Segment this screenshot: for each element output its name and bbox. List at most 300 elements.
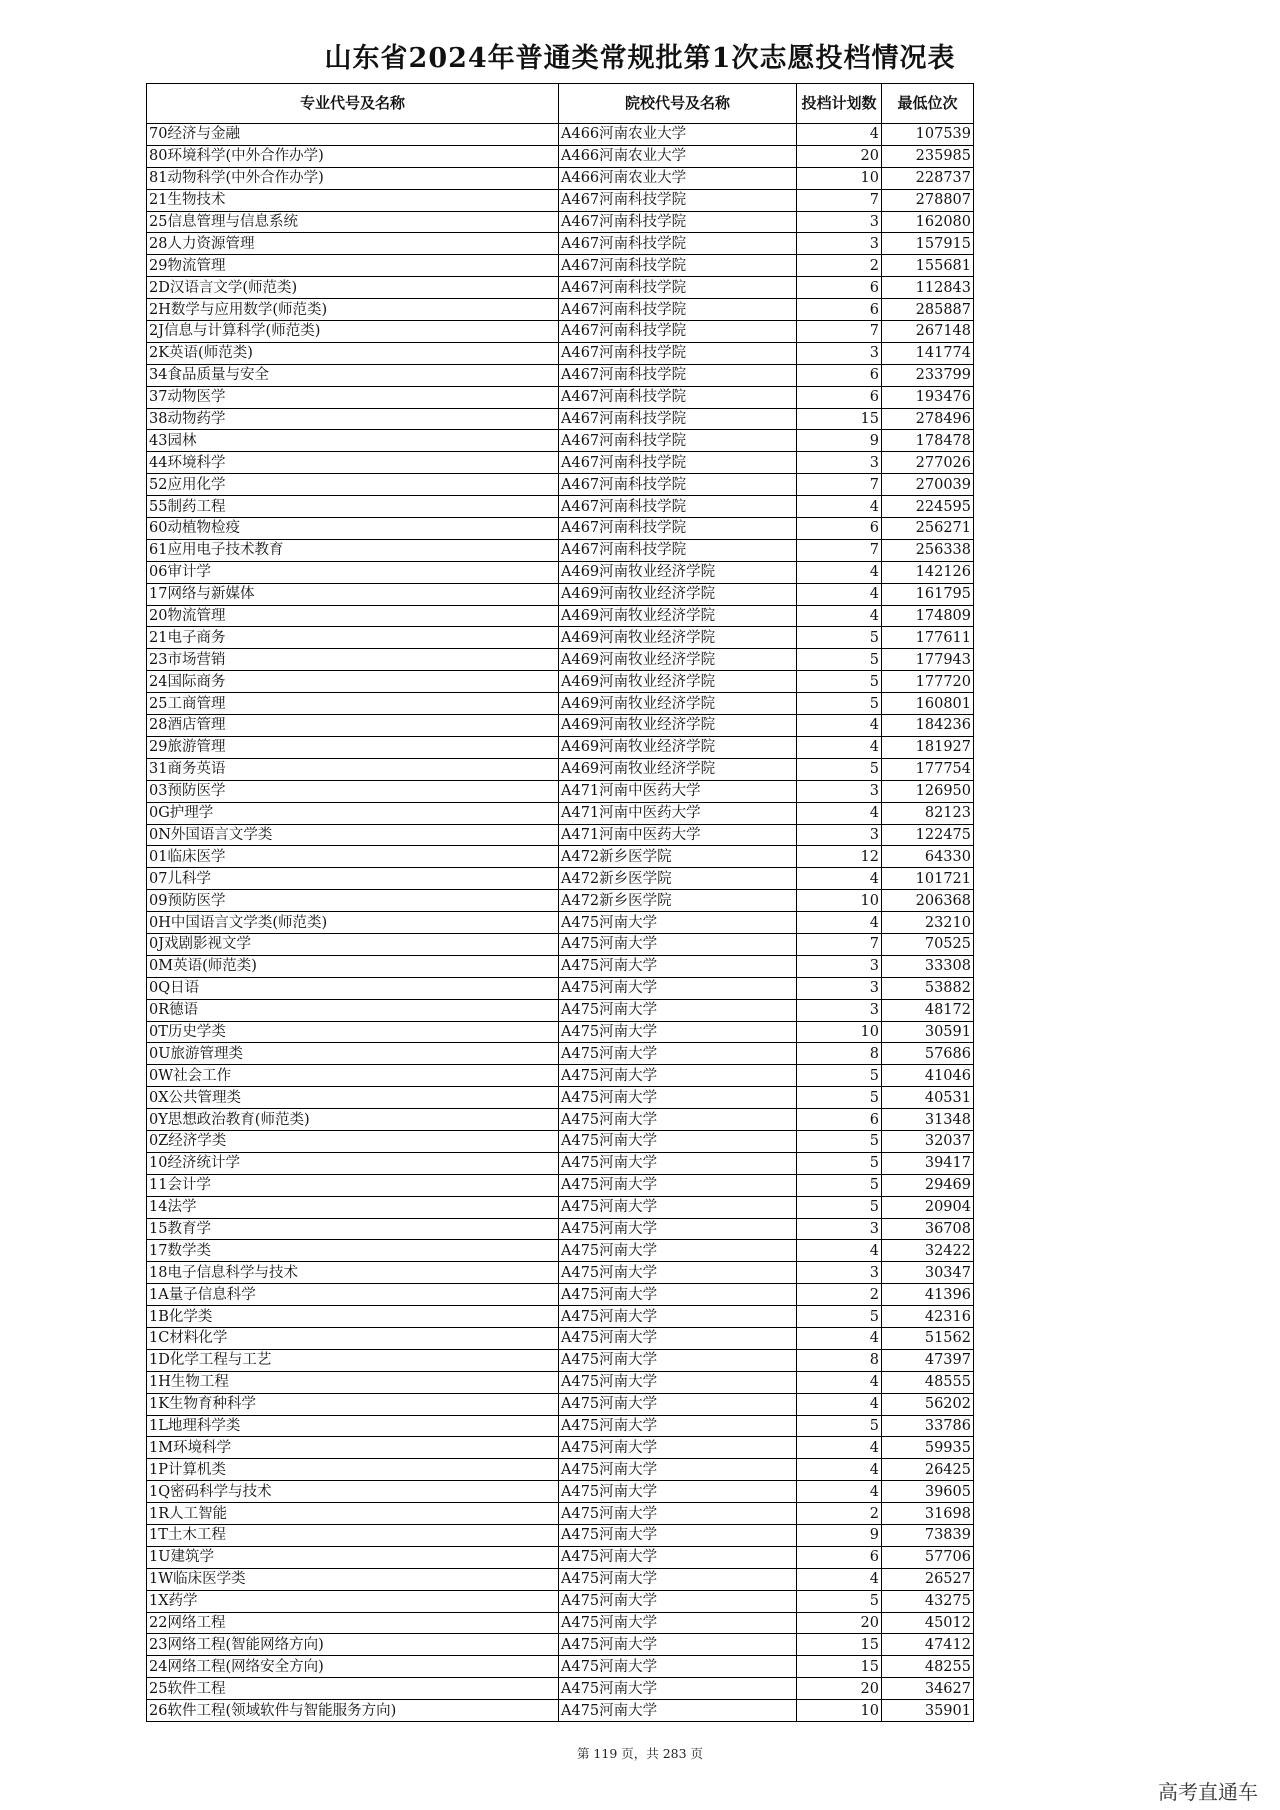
cell-school: A469河南牧业经济学院 <box>559 736 797 758</box>
cell-major: 1Q密码科学与技术 <box>147 1481 559 1503</box>
cell-major: 01临床医学 <box>147 846 559 868</box>
cell-min-rank: 33308 <box>882 955 974 977</box>
cell-school: A475河南大学 <box>559 1021 797 1043</box>
cell-school: A467河南科技学院 <box>559 518 797 540</box>
cell-plan: 6 <box>797 299 882 321</box>
page-title: 山东省2024年普通类常规批第1次志愿投档情况表 <box>324 43 956 74</box>
cell-school: A475河南大学 <box>559 1240 797 1262</box>
table-row <box>147 474 974 496</box>
header-school: 院校代号及名称 <box>559 84 797 124</box>
cell-major: 1C材料化学 <box>147 1327 559 1349</box>
cell-school: A471河南中医药大学 <box>559 780 797 802</box>
cell-plan: 4 <box>797 1240 882 1262</box>
cell-school: A475河南大学 <box>559 1634 797 1656</box>
cell-school: A475河南大学 <box>559 1349 797 1371</box>
cell-school: A471河南中医药大学 <box>559 824 797 846</box>
cell-min-rank: 235985 <box>882 145 974 167</box>
cell-plan: 5 <box>797 1152 882 1174</box>
table-row <box>147 321 974 343</box>
cell-min-rank: 177943 <box>882 649 974 671</box>
table-row <box>147 1525 974 1547</box>
table-row <box>147 933 974 955</box>
cell-min-rank: 178478 <box>882 430 974 452</box>
cell-school: A467河南科技学院 <box>559 277 797 299</box>
cell-min-rank: 278496 <box>882 408 974 430</box>
cell-plan: 6 <box>797 364 882 386</box>
cell-school: A467河南科技学院 <box>559 496 797 518</box>
cell-min-rank: 48172 <box>882 999 974 1021</box>
table-row <box>147 299 974 321</box>
cell-major: 1L地理科学类 <box>147 1415 559 1437</box>
cell-school: A475河南大学 <box>559 977 797 999</box>
cell-school: A469河南牧业经济学院 <box>559 649 797 671</box>
cell-plan: 10 <box>797 890 882 912</box>
cell-min-rank: 42316 <box>882 1306 974 1328</box>
cell-plan: 20 <box>797 1612 882 1634</box>
cell-school: A469河南牧业经济学院 <box>559 627 797 649</box>
cell-major: 14法学 <box>147 1196 559 1218</box>
table-row <box>147 977 974 999</box>
table-row <box>147 868 974 890</box>
cell-major: 81动物科学(中外合作办学) <box>147 167 559 189</box>
cell-school: A475河南大学 <box>559 1262 797 1284</box>
cell-plan: 4 <box>797 736 882 758</box>
table-row <box>147 1152 974 1174</box>
cell-plan: 5 <box>797 1415 882 1437</box>
cell-min-rank: 53882 <box>882 977 974 999</box>
cell-school: A475河南大学 <box>559 1327 797 1349</box>
cell-major: 0Z经济学类 <box>147 1130 559 1152</box>
table-row <box>147 124 974 146</box>
cell-school: A475河南大学 <box>559 955 797 977</box>
table-row <box>147 955 974 977</box>
table-header <box>147 84 974 124</box>
cell-school: A475河南大学 <box>559 1437 797 1459</box>
cell-major: 0J戏剧影视文学 <box>147 933 559 955</box>
cell-min-rank: 64330 <box>882 846 974 868</box>
cell-school: A475河南大学 <box>559 1065 797 1087</box>
cell-min-rank: 206368 <box>882 890 974 912</box>
table-row <box>147 211 974 233</box>
cell-plan: 5 <box>797 1130 882 1152</box>
cell-major: 52应用化学 <box>147 474 559 496</box>
cell-school: A467河南科技学院 <box>559 211 797 233</box>
cell-major: 20物流管理 <box>147 605 559 627</box>
cell-major: 15教育学 <box>147 1218 559 1240</box>
cell-min-rank: 161795 <box>882 583 974 605</box>
cell-plan: 4 <box>797 561 882 583</box>
cell-plan: 4 <box>797 1568 882 1590</box>
table-row <box>147 758 974 780</box>
table-row <box>147 342 974 364</box>
cell-plan: 3 <box>797 1218 882 1240</box>
cell-min-rank: 20904 <box>882 1196 974 1218</box>
cell-school: A475河南大学 <box>559 933 797 955</box>
cell-major: 0U旅游管理类 <box>147 1043 559 1065</box>
cell-min-rank: 141774 <box>882 342 974 364</box>
cell-school: A475河南大学 <box>559 1218 797 1240</box>
cell-plan: 4 <box>797 1481 882 1503</box>
cell-plan: 15 <box>797 1656 882 1678</box>
cell-min-rank: 59935 <box>882 1437 974 1459</box>
cell-plan: 3 <box>797 342 882 364</box>
cell-school: A466河南农业大学 <box>559 167 797 189</box>
cell-school: A469河南牧业经济学院 <box>559 605 797 627</box>
cell-school: A475河南大学 <box>559 1196 797 1218</box>
cell-school: A475河南大学 <box>559 1656 797 1678</box>
cell-min-rank: 43275 <box>882 1590 974 1612</box>
cell-major: 2K英语(师范类) <box>147 342 559 364</box>
table-row <box>147 255 974 277</box>
cell-school: A475河南大学 <box>559 1393 797 1415</box>
table-row <box>147 1130 974 1152</box>
cell-school: A475河南大学 <box>559 1546 797 1568</box>
table-row <box>147 1327 974 1349</box>
cell-school: A472新乡医学院 <box>559 846 797 868</box>
cell-major: 22网络工程 <box>147 1612 559 1634</box>
cell-plan: 5 <box>797 1174 882 1196</box>
cell-min-rank: 233799 <box>882 364 974 386</box>
cell-major: 23市场营销 <box>147 649 559 671</box>
table-row <box>147 561 974 583</box>
cell-plan: 3 <box>797 999 882 1021</box>
cell-min-rank: 39417 <box>882 1152 974 1174</box>
cell-min-rank: 35901 <box>882 1700 974 1722</box>
cell-plan: 2 <box>797 1503 882 1525</box>
cell-school: A467河南科技学院 <box>559 386 797 408</box>
table-row <box>147 1634 974 1656</box>
cell-school: A475河南大学 <box>559 1503 797 1525</box>
cell-plan: 4 <box>797 1437 882 1459</box>
cell-min-rank: 126950 <box>882 780 974 802</box>
cell-plan: 3 <box>797 452 882 474</box>
table-row <box>147 999 974 1021</box>
cell-plan: 4 <box>797 868 882 890</box>
cell-major: 34食品质量与安全 <box>147 364 559 386</box>
cell-school: A475河南大学 <box>559 1459 797 1481</box>
table-row <box>147 605 974 627</box>
cell-school: A467河南科技学院 <box>559 255 797 277</box>
table-row <box>147 386 974 408</box>
header-min-rank: 最低位次 <box>882 84 974 124</box>
cell-plan: 4 <box>797 124 882 146</box>
cell-school: A469河南牧业经济学院 <box>559 671 797 693</box>
cell-school: A467河南科技学院 <box>559 430 797 452</box>
cell-major: 1K生物育种科学 <box>147 1393 559 1415</box>
cell-plan: 6 <box>797 518 882 540</box>
cell-min-rank: 101721 <box>882 868 974 890</box>
cell-major: 0H中国语言文学类(师范类) <box>147 912 559 934</box>
cell-plan: 7 <box>797 539 882 561</box>
cell-plan: 4 <box>797 1393 882 1415</box>
cell-major: 2D汉语言文学(师范类) <box>147 277 559 299</box>
cell-plan: 5 <box>797 671 882 693</box>
cell-major: 28人力资源管理 <box>147 233 559 255</box>
table-row <box>147 1590 974 1612</box>
cell-major: 07儿科学 <box>147 868 559 890</box>
table-row <box>147 1415 974 1437</box>
cell-plan: 8 <box>797 1349 882 1371</box>
cell-min-rank: 278807 <box>882 189 974 211</box>
cell-min-rank: 57686 <box>882 1043 974 1065</box>
cell-min-rank: 256338 <box>882 539 974 561</box>
cell-plan: 3 <box>797 1262 882 1284</box>
cell-plan: 20 <box>797 1678 882 1700</box>
header-plan: 投档计划数 <box>797 84 882 124</box>
cell-plan: 3 <box>797 233 882 255</box>
cell-major: 1B化学类 <box>147 1306 559 1328</box>
cell-major: 37动物医学 <box>147 386 559 408</box>
cell-school: A466河南农业大学 <box>559 145 797 167</box>
cell-major: 1H生物工程 <box>147 1371 559 1393</box>
cell-plan: 20 <box>797 145 882 167</box>
cell-school: A475河南大学 <box>559 999 797 1021</box>
cell-plan: 10 <box>797 1700 882 1722</box>
cell-min-rank: 277026 <box>882 452 974 474</box>
cell-school: A469河南牧业经济学院 <box>559 693 797 715</box>
cell-plan: 8 <box>797 1043 882 1065</box>
cell-major: 29旅游管理 <box>147 736 559 758</box>
table-row <box>147 1612 974 1634</box>
table-row <box>147 1459 974 1481</box>
table-row <box>147 736 974 758</box>
cell-min-rank: 56202 <box>882 1393 974 1415</box>
cell-school: A467河南科技学院 <box>559 474 797 496</box>
cell-school: A475河南大学 <box>559 1371 797 1393</box>
cell-plan: 10 <box>797 1021 882 1043</box>
cell-min-rank: 30347 <box>882 1262 974 1284</box>
cell-min-rank: 26527 <box>882 1568 974 1590</box>
cell-school: A471河南中医药大学 <box>559 802 797 824</box>
cell-min-rank: 155681 <box>882 255 974 277</box>
cell-plan: 15 <box>797 1634 882 1656</box>
cell-major: 0M英语(师范类) <box>147 955 559 977</box>
cell-min-rank: 184236 <box>882 715 974 737</box>
cell-min-rank: 23210 <box>882 912 974 934</box>
cell-school: A469河南牧业经济学院 <box>559 561 797 583</box>
table-row <box>147 627 974 649</box>
cell-plan: 6 <box>797 386 882 408</box>
cell-school: A475河南大学 <box>559 1525 797 1547</box>
cell-min-rank: 224595 <box>882 496 974 518</box>
cell-min-rank: 193476 <box>882 386 974 408</box>
cell-school: A472新乡医学院 <box>559 890 797 912</box>
cell-min-rank: 162080 <box>882 211 974 233</box>
cell-plan: 2 <box>797 255 882 277</box>
table-row <box>147 1284 974 1306</box>
cell-school: A475河南大学 <box>559 1152 797 1174</box>
cell-major: 1D化学工程与工艺 <box>147 1349 559 1371</box>
cell-plan: 6 <box>797 1109 882 1131</box>
cell-min-rank: 107539 <box>882 124 974 146</box>
admission-table <box>146 83 974 1722</box>
cell-school: A475河南大学 <box>559 1087 797 1109</box>
cell-school: A475河南大学 <box>559 1415 797 1437</box>
cell-min-rank: 26425 <box>882 1459 974 1481</box>
cell-min-rank: 30591 <box>882 1021 974 1043</box>
table-row <box>147 1218 974 1240</box>
cell-major: 0W社会工作 <box>147 1065 559 1087</box>
cell-major: 25工商管理 <box>147 693 559 715</box>
cell-min-rank: 70525 <box>882 933 974 955</box>
table-row <box>147 1546 974 1568</box>
table-row <box>147 1656 974 1678</box>
cell-school: A475河南大学 <box>559 1043 797 1065</box>
cell-major: 21电子商务 <box>147 627 559 649</box>
cell-min-rank: 285887 <box>882 299 974 321</box>
cell-min-rank: 33786 <box>882 1415 974 1437</box>
cell-plan: 5 <box>797 649 882 671</box>
table-row <box>147 846 974 868</box>
table-body <box>147 124 974 1722</box>
cell-major: 06审计学 <box>147 561 559 583</box>
cell-plan: 5 <box>797 1065 882 1087</box>
cell-school: A475河南大学 <box>559 1590 797 1612</box>
cell-major: 2J信息与计算科学(师范类) <box>147 321 559 343</box>
cell-school: A475河南大学 <box>559 1612 797 1634</box>
cell-plan: 4 <box>797 1327 882 1349</box>
table-row <box>147 1043 974 1065</box>
cell-school: A467河南科技学院 <box>559 189 797 211</box>
cell-min-rank: 112843 <box>882 277 974 299</box>
table-row <box>147 693 974 715</box>
cell-plan: 4 <box>797 912 882 934</box>
cell-major: 1W临床医学类 <box>147 1568 559 1590</box>
cell-plan: 5 <box>797 1087 882 1109</box>
cell-plan: 9 <box>797 1525 882 1547</box>
cell-school: A467河南科技学院 <box>559 233 797 255</box>
cell-plan: 3 <box>797 824 882 846</box>
table-row <box>147 364 974 386</box>
cell-major: 23网络工程(智能网络方向) <box>147 1634 559 1656</box>
watermark-text: 高考直通车 <box>1158 1780 1258 1804</box>
cell-min-rank: 48255 <box>882 1656 974 1678</box>
cell-school: A467河南科技学院 <box>559 539 797 561</box>
cell-school: A467河南科技学院 <box>559 321 797 343</box>
cell-plan: 10 <box>797 167 882 189</box>
cell-min-rank: 41046 <box>882 1065 974 1087</box>
cell-major: 1R人工智能 <box>147 1503 559 1525</box>
cell-major: 1P计算机类 <box>147 1459 559 1481</box>
cell-min-rank: 174809 <box>882 605 974 627</box>
cell-major: 24国际商务 <box>147 671 559 693</box>
cell-major: 61应用电子技术教育 <box>147 539 559 561</box>
table-row <box>147 1568 974 1590</box>
cell-major: 0Q日语 <box>147 977 559 999</box>
cell-plan: 12 <box>797 846 882 868</box>
cell-plan: 7 <box>797 189 882 211</box>
cell-school: A467河南科技学院 <box>559 364 797 386</box>
cell-plan: 3 <box>797 977 882 999</box>
cell-major: 21生物技术 <box>147 189 559 211</box>
cell-plan: 7 <box>797 933 882 955</box>
table-row <box>147 496 974 518</box>
cell-major: 31商务英语 <box>147 758 559 780</box>
table-row <box>147 1306 974 1328</box>
cell-school: A475河南大学 <box>559 1109 797 1131</box>
cell-school: A466河南农业大学 <box>559 124 797 146</box>
cell-min-rank: 32037 <box>882 1130 974 1152</box>
cell-plan: 4 <box>797 802 882 824</box>
cell-min-rank: 177611 <box>882 627 974 649</box>
cell-plan: 9 <box>797 430 882 452</box>
cell-min-rank: 39605 <box>882 1481 974 1503</box>
table-row <box>147 189 974 211</box>
cell-major: 1U建筑学 <box>147 1546 559 1568</box>
cell-min-rank: 40531 <box>882 1087 974 1109</box>
cell-min-rank: 34627 <box>882 1678 974 1700</box>
cell-min-rank: 142126 <box>882 561 974 583</box>
table-row <box>147 145 974 167</box>
table-row <box>147 539 974 561</box>
cell-major: 24网络工程(网络安全方向) <box>147 1656 559 1678</box>
cell-min-rank: 47412 <box>882 1634 974 1656</box>
cell-school: A475河南大学 <box>559 1306 797 1328</box>
cell-major: 09预防医学 <box>147 890 559 912</box>
cell-school: A469河南牧业经济学院 <box>559 715 797 737</box>
cell-plan: 5 <box>797 627 882 649</box>
cell-min-rank: 51562 <box>882 1327 974 1349</box>
cell-major: 03预防医学 <box>147 780 559 802</box>
cell-min-rank: 122475 <box>882 824 974 846</box>
cell-min-rank: 228737 <box>882 167 974 189</box>
cell-major: 10经济统计学 <box>147 1152 559 1174</box>
page-footer: 第 119 页，共 283 页 <box>576 1746 704 1761</box>
cell-min-rank: 45012 <box>882 1612 974 1634</box>
table-row <box>147 671 974 693</box>
cell-min-rank: 57706 <box>882 1546 974 1568</box>
cell-plan: 7 <box>797 474 882 496</box>
cell-school: A475河南大学 <box>559 1700 797 1722</box>
table-row <box>147 1393 974 1415</box>
table-row <box>147 430 974 452</box>
cell-min-rank: 157915 <box>882 233 974 255</box>
cell-plan: 4 <box>797 1371 882 1393</box>
table-row <box>147 649 974 671</box>
cell-major: 17数学类 <box>147 1240 559 1262</box>
cell-plan: 5 <box>797 1196 882 1218</box>
cell-school: A467河南科技学院 <box>559 408 797 430</box>
cell-plan: 6 <box>797 1546 882 1568</box>
table-row <box>147 1481 974 1503</box>
cell-plan: 6 <box>797 277 882 299</box>
table-row <box>147 1262 974 1284</box>
cell-min-rank: 47397 <box>882 1349 974 1371</box>
table-row <box>147 824 974 846</box>
table-row <box>147 518 974 540</box>
cell-min-rank: 267148 <box>882 321 974 343</box>
cell-plan: 7 <box>797 321 882 343</box>
table-row <box>147 408 974 430</box>
table-row <box>147 583 974 605</box>
cell-plan: 5 <box>797 1306 882 1328</box>
cell-major: 60动植物检疫 <box>147 518 559 540</box>
cell-major: 26软件工程(领域软件与智能服务方向) <box>147 1700 559 1722</box>
table-row <box>147 1109 974 1131</box>
table-row <box>147 1087 974 1109</box>
cell-plan: 5 <box>797 758 882 780</box>
cell-min-rank: 256271 <box>882 518 974 540</box>
cell-major: 0T历史学类 <box>147 1021 559 1043</box>
cell-school: A475河南大学 <box>559 1568 797 1590</box>
cell-plan: 15 <box>797 408 882 430</box>
cell-school: A475河南大学 <box>559 912 797 934</box>
cell-school: A475河南大学 <box>559 1678 797 1700</box>
table-row <box>147 1503 974 1525</box>
cell-major: 43园林 <box>147 430 559 452</box>
table-row <box>147 890 974 912</box>
cell-major: 17网络与新媒体 <box>147 583 559 605</box>
